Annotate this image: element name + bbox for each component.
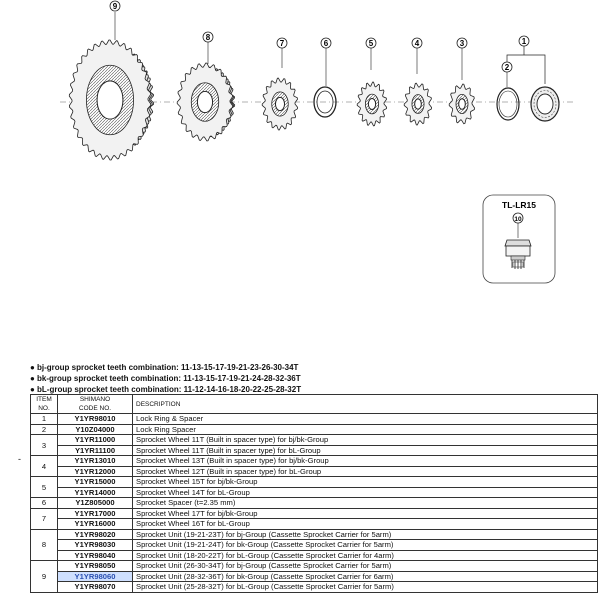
- code-no-cell: Y1YR98010: [58, 414, 133, 425]
- svg-text:7: 7: [279, 39, 285, 48]
- code-no-cell: Y1YR16000: [58, 519, 133, 530]
- description-cell: Sprocket Unit (28-32-36T) for bk-Group (Cassette Sprocket Carrier for 6arm): [133, 571, 598, 582]
- table-row: [31, 529, 598, 540]
- table-row: [31, 424, 598, 435]
- svg-text:10: 10: [514, 216, 522, 223]
- callout-6: [321, 38, 331, 48]
- svg-text:1: 1: [521, 37, 527, 46]
- callout-9: [110, 1, 120, 11]
- svg-text:8: 8: [205, 33, 211, 42]
- callout-8: [203, 32, 213, 42]
- item-no-cell: 5: [31, 477, 58, 498]
- note-bj-group: ● bj-group sprocket teeth combination: 11-13-15-17-19-21-23-26-30-34T: [30, 363, 299, 372]
- code-no-cell: Y1YR15000: [58, 477, 133, 488]
- item-no-cell: 4: [31, 456, 58, 477]
- description-cell: Lock Ring Spacer: [133, 424, 598, 435]
- description-cell: Sprocket Wheel 17T for bj/bk-Group: [133, 508, 598, 519]
- description-cell: Sprocket Unit (19-21-24T) for bk-Group (Cassette Sprocket Carrier for 5arm): [133, 540, 598, 551]
- svg-text:6: 6: [323, 39, 329, 48]
- table-row: [31, 519, 598, 530]
- sprocket-unit-9: [69, 40, 153, 160]
- code-no-cell: Y1YR11000: [58, 435, 133, 446]
- svg-text:3: 3: [459, 39, 465, 48]
- description-cell: Sprocket Wheel 16T for bL-Group: [133, 519, 598, 530]
- table-row: [31, 487, 598, 498]
- item-no-cell: 2: [31, 424, 58, 435]
- sprocket-wheel-3: [449, 84, 474, 124]
- callout-1: [519, 36, 529, 46]
- table-row: [31, 550, 598, 561]
- table-header-row: [31, 395, 598, 414]
- table-row: [31, 466, 598, 477]
- description-cell: Sprocket Wheel 14T for bL-Group: [133, 487, 598, 498]
- lock-ring-spacer-2: [497, 88, 519, 120]
- item-no-cell: 1: [31, 414, 58, 425]
- table-row: [31, 561, 598, 572]
- sprocket-unit-8: [177, 63, 235, 141]
- table-row: [31, 498, 598, 509]
- callout-5: [366, 38, 376, 48]
- table-row: [31, 582, 598, 593]
- table-row: [31, 445, 598, 456]
- lock-ring-1: [531, 87, 559, 121]
- svg-text:2: 2: [504, 63, 510, 72]
- description-cell: Sprocket Spacer (t=2.35 mm): [133, 498, 598, 509]
- item-no-cell: 3: [31, 435, 58, 456]
- description-cell: Sprocket Wheel 11T (Built in spacer type) for bj/bk-Group: [133, 435, 598, 446]
- description-cell: Sprocket Unit (25-28-32T) for bL-Group (Cassette Sprocket Carrier for 5arm): [133, 582, 598, 593]
- callout-7: [277, 38, 287, 48]
- table-row: [31, 435, 598, 446]
- svg-text:5: 5: [368, 39, 374, 48]
- item-no-cell: 7: [31, 508, 58, 529]
- table-row: [31, 508, 598, 519]
- table-row: [31, 414, 598, 425]
- sprocket-wheel-5: [357, 82, 386, 126]
- code-no-cell: Y1Z805000: [58, 498, 133, 509]
- table-row: [31, 456, 598, 467]
- table-row: [31, 540, 598, 551]
- description-cell: Sprocket Wheel 15T for bj/bk-Group: [133, 477, 598, 488]
- sprocket-combination-notes: [30, 362, 590, 395]
- code-no-cell: Y1YR98040: [58, 550, 133, 561]
- callout-10: [513, 213, 523, 223]
- description-cell: Sprocket Wheel 13T (Built in spacer type) for bj/bk-Group: [133, 456, 598, 467]
- note-bk-group: ● bk-group sprocket teeth combination: 11-13-15-17-19-21-24-28-32-36T: [30, 374, 301, 383]
- parts-table: [30, 394, 598, 593]
- parts-table-body: [31, 414, 598, 593]
- item-no-cell: 6: [31, 498, 58, 509]
- code-no-cell: Y1YR13010: [58, 456, 133, 467]
- description-cell: Sprocket Wheel 12T (Built in spacer type) for bL-Group: [133, 466, 598, 477]
- code-no-cell: Y1YR11100: [58, 445, 133, 456]
- code-no-cell: Y1YR98060: [58, 571, 133, 582]
- item-no-cell: 8: [31, 529, 58, 561]
- tool-label: TL-LR15: [502, 200, 536, 210]
- code-no-cell: Y1YR98050: [58, 561, 133, 572]
- sprocket-wheel-7: [262, 78, 297, 130]
- description-cell: Sprocket Unit (26-30-34T) for bj-Group (Cassette Sprocket Carrier for 5arm): [133, 561, 598, 572]
- header-item-no: ITEM NO.: [31, 395, 58, 414]
- header-description: DESCRIPTION: [133, 395, 598, 414]
- code-no-cell: Y1YR98030: [58, 540, 133, 551]
- description-cell: Sprocket Wheel 11T (Built in spacer type) for bL-Group: [133, 445, 598, 456]
- svg-text:9: 9: [112, 2, 118, 11]
- code-no-cell: Y1YR98020: [58, 529, 133, 540]
- callout-3: [457, 38, 467, 48]
- stray-mark: -: [18, 454, 21, 464]
- leader-lines: [115, 12, 507, 87]
- code-no-cell: Y1YR12000: [58, 466, 133, 477]
- sprocket-wheel-4: [404, 83, 431, 125]
- note-bl-group: ● bL-group sprocket teeth combination: 11-12-14-16-18-20-22-25-28-32T: [30, 385, 302, 394]
- callout-4: [412, 38, 422, 48]
- code-no-cell: Y1YR14000: [58, 487, 133, 498]
- item-no-cell: 9: [31, 561, 58, 593]
- header-code-no: SHIMANO CODE NO.: [58, 395, 133, 414]
- description-cell: Sprocket Unit (18-20-22T) for bL-Group (Cassette Sprocket Carrier for 4arm): [133, 550, 598, 561]
- tool-tl-lr15-box: [483, 195, 555, 283]
- callout-2: [502, 62, 512, 72]
- table-row: [31, 477, 598, 488]
- code-no-cell: Y1YR17000: [58, 508, 133, 519]
- code-no-cell: Y1YR98070: [58, 582, 133, 593]
- description-cell: Sprocket Unit (19-21-23T) for bj-Group (Cassette Sprocket Carrier for 5arm): [133, 529, 598, 540]
- description-cell: Lock Ring & Spacer: [133, 414, 598, 425]
- svg-text:4: 4: [414, 39, 420, 48]
- code-no-cell: Y10Z04000: [58, 424, 133, 435]
